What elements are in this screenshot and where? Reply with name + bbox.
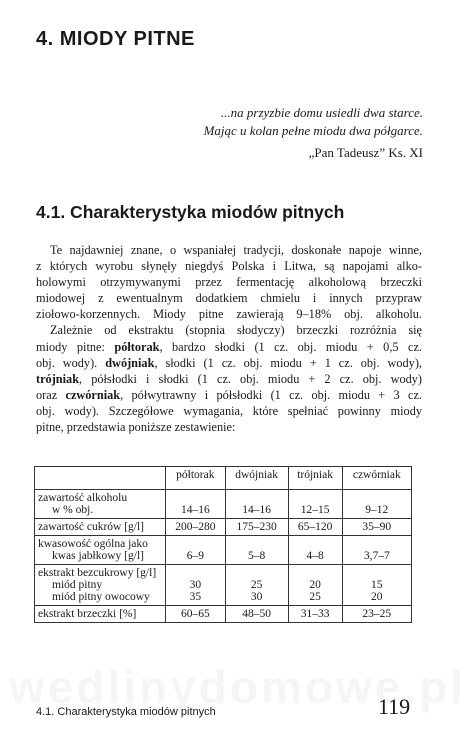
cell-value: 25 [309,591,321,603]
table-cell: 48–50 [225,606,288,623]
row-label-line: ekstrakt bezcukrowy [g/l] [38,567,157,579]
text-fragment: miody pitne: [36,339,115,354]
body-text [36,242,422,435]
table-row [35,490,412,519]
table-cell [225,490,288,519]
table-cell [166,536,226,565]
table-cell: 65–120 [288,519,342,536]
column-header: trójniak [288,467,342,490]
text-line [36,371,422,387]
epigraph-line: ...na przyzbie domu usiedli dwa starce. [220,105,423,120]
cell-value: 12–15 [300,504,330,516]
section-title: 4.1. Charakterystyka miodów pitnych [36,202,345,222]
text-fragment: , słodki (1 cz. obj. miodu + 1 cz. obj. wody), [154,355,423,370]
term-czworniak: czwórniak [65,387,121,402]
table-cell [166,490,226,519]
table-row [35,606,412,623]
row-label-line: miód pitny [52,579,103,591]
column-header: półtorak [166,467,226,490]
text-fragment: , półsłodki i słodki (1 cz. obj. miodu + 2 cz. obj. wody) [79,371,422,386]
table-cell: 35–90 [342,519,411,536]
column-header: dwójniak [225,467,288,490]
table-cell: 60–65 [166,606,226,623]
running-footer: 4.1. Charakterystyka miodów pitnych [36,706,216,718]
table-cell: 31–33 [288,606,342,623]
cell-value: 20 [371,591,383,603]
row-label: ekstrakt brzeczki [%] [35,606,166,623]
table-cell [288,565,342,606]
table-cell: 200–280 [166,519,226,536]
table-corner [35,467,166,490]
mead-requirements-table [34,466,412,623]
text-fragment: , półwytrawny i półsłodki (1 cz. obj. miodu + 3 cz. [120,387,423,402]
row-label [35,565,166,606]
row-label-line: w % obj. [52,504,94,516]
row-label [35,536,166,565]
chapter-title: 4. MIODY PITNE [36,28,195,50]
table-cell [342,536,411,565]
cell-value: 4–8 [306,550,324,562]
table-row [35,565,412,606]
page-number: 119 [378,694,411,719]
row-label: zawartość cukrów [g/l] [35,519,166,536]
table-cell [288,490,342,519]
text-fragment: oraz [36,387,66,402]
text-line [36,339,422,355]
cell-value: 5–8 [248,550,266,562]
cell-value: 3,7–7 [363,550,390,562]
column-header: czwórniak [342,467,411,490]
text-fragment: obj. wody). [36,355,106,370]
cell-value: 30 [189,579,202,591]
table-cell [225,565,288,606]
text-line: z których wyrobu słynęły niegdyś Polska i Litwa, są napojami alko- [36,259,422,274]
text-line: obj. wody). Szczegółowe wymagania, które spełniać powinny miody [36,403,422,418]
term-dwojniak: dwójniak [105,355,155,370]
epigraph-source: „Pan Tadeusz” Ks. XI [308,145,423,160]
table-cell: 23–25 [342,606,411,623]
table-row [35,519,412,536]
cell-value: 25 [250,579,263,591]
text-line: Zależnie od ekstraktu (stopnia słodyczy) brzeczki rozróżnia się [50,323,422,338]
text-fragment: , bardzo słodki (1 cz. obj. miodu + 0,5 cz. [159,339,422,354]
epigraph-line: Mając u kolan pełne miodu dwa półgarce. [203,123,423,138]
text-line [36,355,422,371]
table-header-row [35,467,412,490]
row-label [35,490,166,519]
epigraph [93,104,423,162]
text-line: holowymi otrzymywanymi przez fermentację alkoholową brzeczki [36,275,422,290]
term-trojniak: trójniak [36,371,80,386]
cell-value: 14–16 [180,504,210,516]
table-cell [342,565,411,606]
table-cell [288,536,342,565]
text-line: miodowej z ewentualnym dodatkiem chmielu i innych przypraw [36,291,422,306]
table-cell [225,536,288,565]
cell-value: 14–16 [242,504,271,516]
text-line: ziołowo-korzennych. Miody pitne zawierają 9–18% obj. alkoholu. [36,307,422,322]
cell-value: 20 [309,579,321,591]
row-label-line: zawartość alkoholu [38,492,128,504]
table-cell [342,490,411,519]
text-line: pitne, przedstawia poniższe zestawienie: [36,420,236,435]
row-label-line: kwasowość ogólna jako [38,538,148,550]
cell-value: 9–12 [365,504,389,516]
table-row [35,536,412,565]
row-label-line: kwas jabłkowy [g/l] [52,550,144,562]
cell-value: 35 [189,591,202,603]
text-line [36,387,422,403]
cell-value: 30 [250,591,263,603]
row-label-line: miód pitny owocowy [52,591,150,603]
text-line: Te najdawniej znane, o wspaniałej tradycji, doskonałe napoje winne, [50,243,422,257]
cell-value: 15 [371,579,383,591]
cell-value: 6–9 [186,550,204,562]
table-cell: 175–230 [225,519,288,536]
term-poltorak: półtorak [114,339,160,354]
table-cell [166,565,226,606]
